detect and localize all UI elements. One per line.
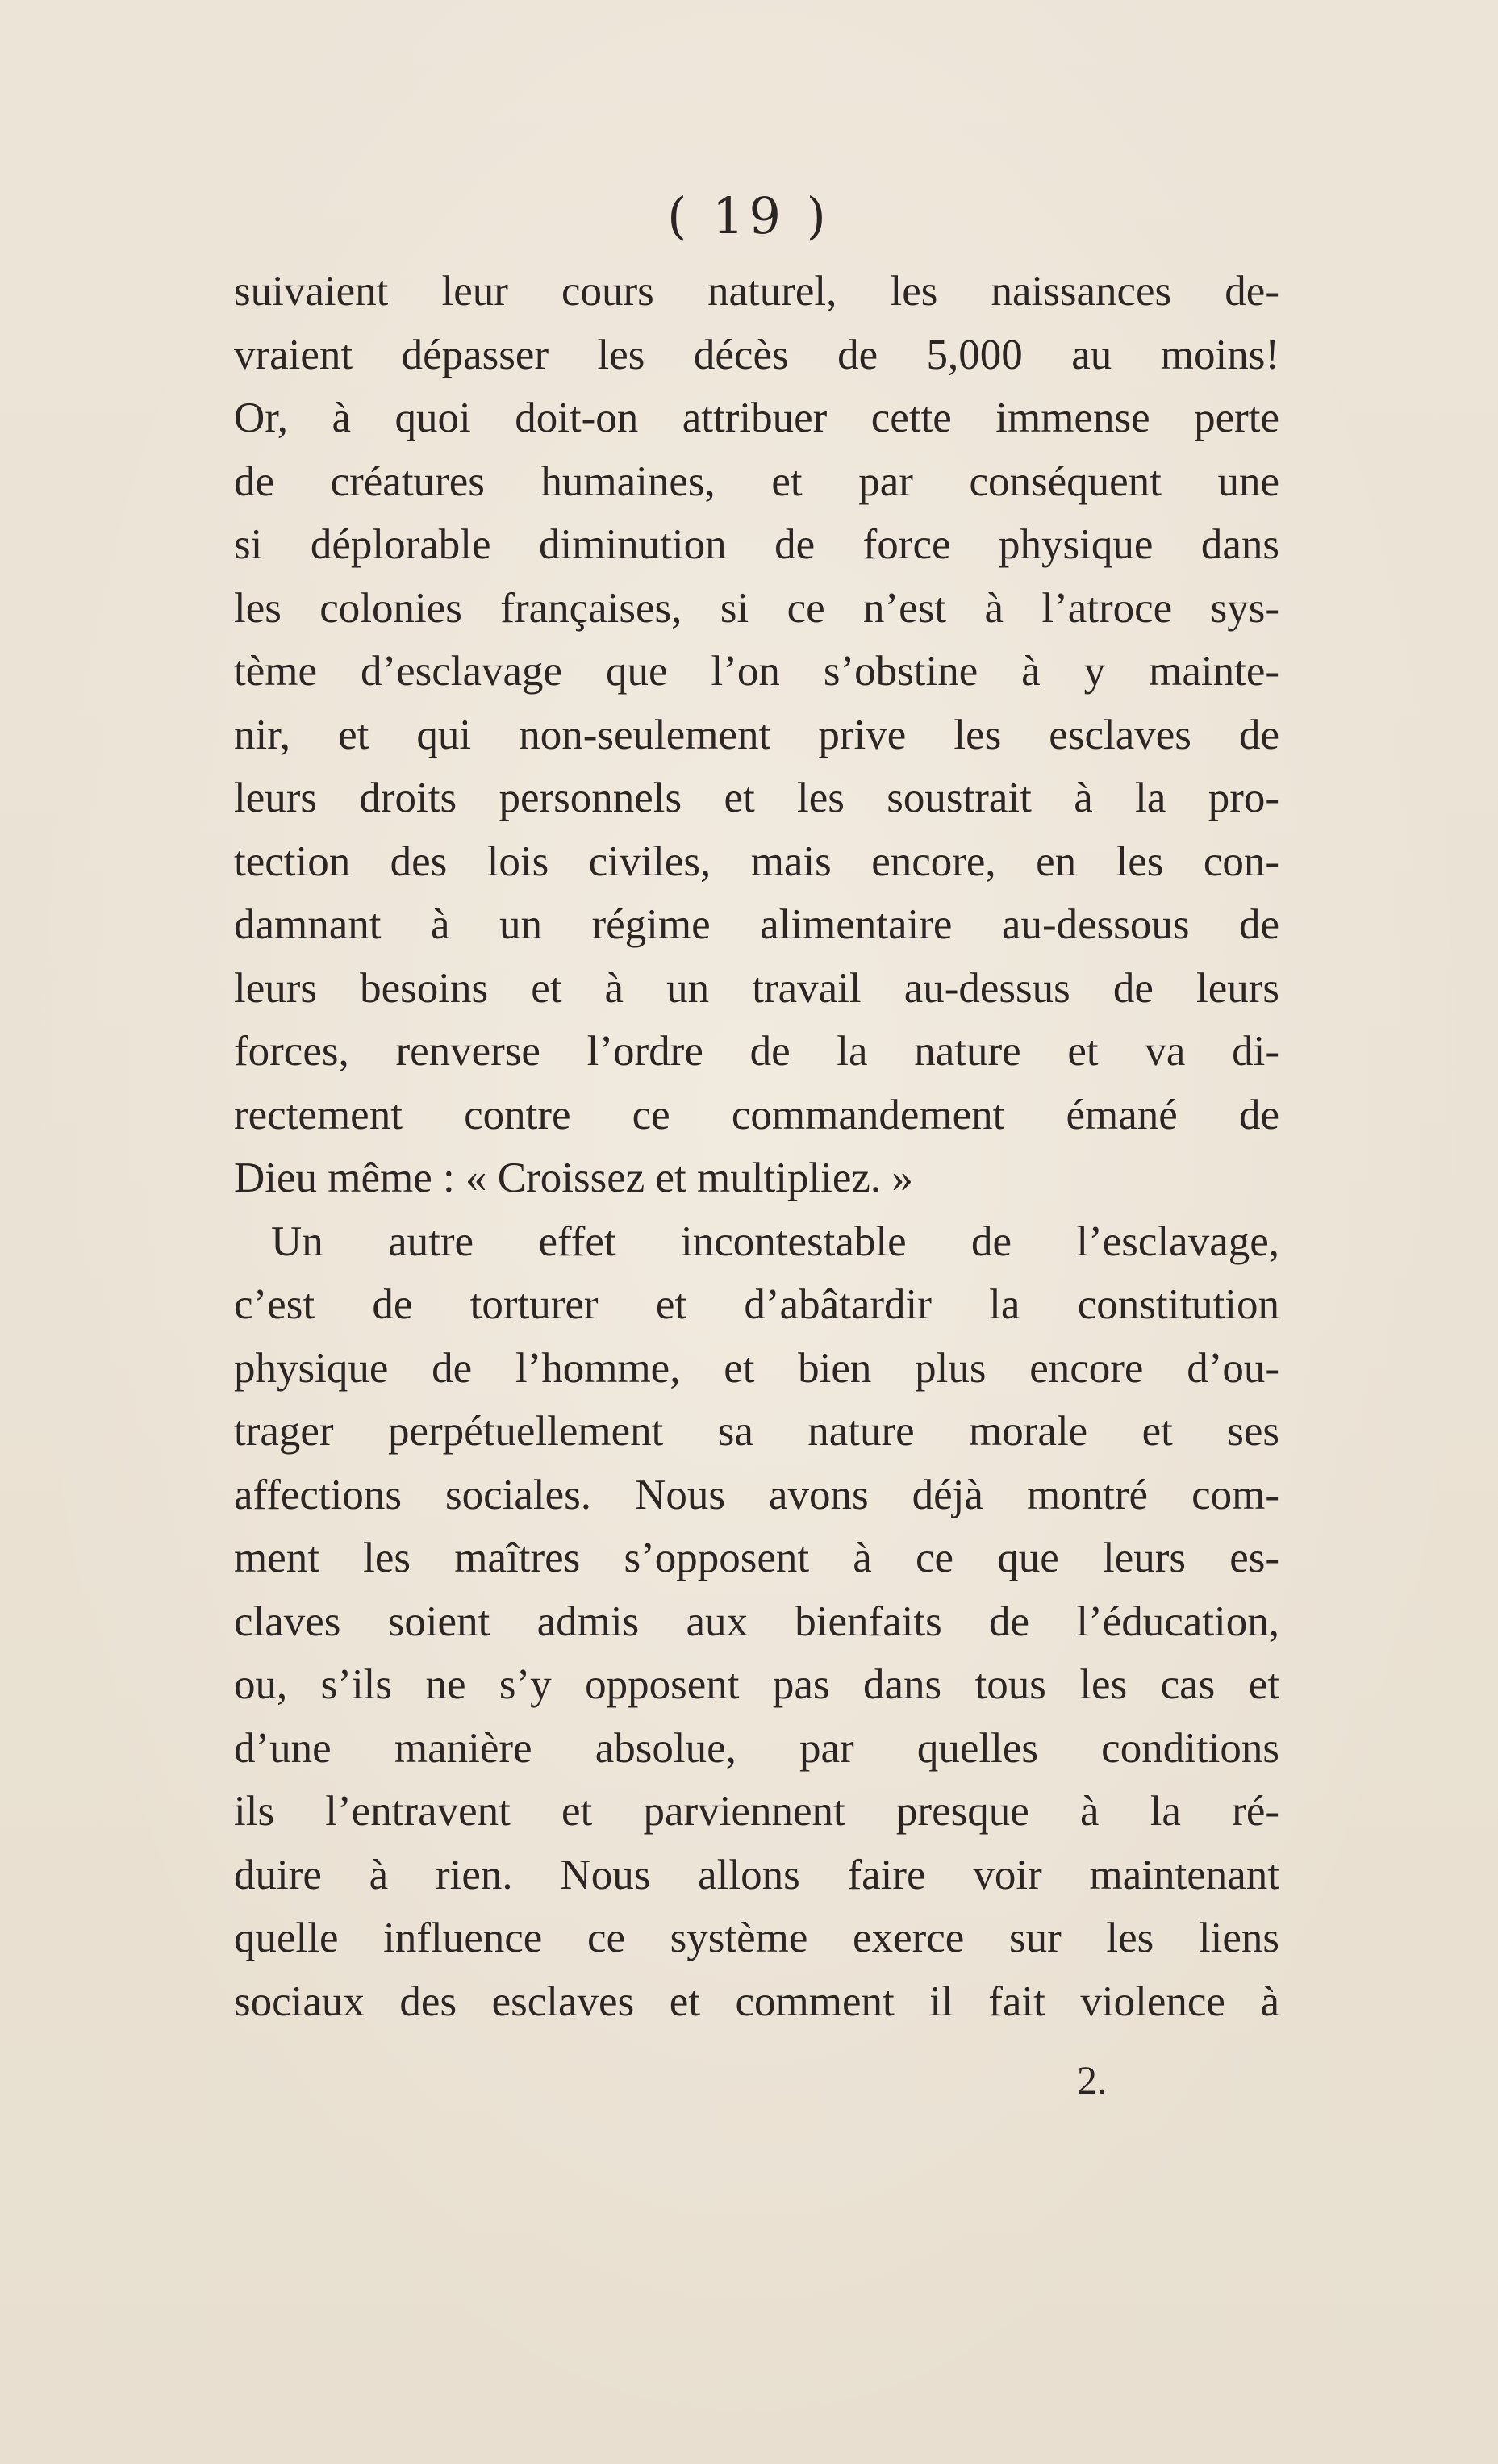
- text-line: damnant à un régime alimentaire au-dessous de: [234, 901, 1279, 948]
- text-line: d’une manière absolue, par quelles conditions: [234, 1724, 1279, 1772]
- text-line: ou, s’ils ne s’y opposent pas dans tous les cas et: [234, 1661, 1279, 1708]
- text-line: si déplorable diminution de force physique dans: [234, 521, 1279, 568]
- text-line: affections sociales. Nous avons déjà montré com-: [234, 1471, 1279, 1518]
- text-line-paragraph-start: Un autre effet incontestable de l’esclavage,: [271, 1217, 1279, 1265]
- text-line: tection des lois civiles, mais encore, en les con-: [234, 837, 1279, 885]
- text-line: tème d’esclavage que l’on s’obstine à y mainte-: [234, 648, 1279, 695]
- text-line: de créatures humaines, et par conséquent une: [234, 457, 1279, 505]
- text-line: suivaient leur cours naturel, les naissances de-: [234, 268, 1279, 315]
- text-line: physique de l’homme, et bien plus encore d’ou-: [234, 1344, 1279, 1392]
- signature-mark: 2.: [1077, 2057, 1108, 2103]
- text-line: forces, renverse l’ordre de la nature et va di-: [234, 1028, 1279, 1075]
- text-line: Or, à quoi doit-on attribuer cette immense perte: [234, 395, 1279, 441]
- text-line: les colonies françaises, si ce n’est à l’atroce sys-: [234, 584, 1279, 632]
- text-line: vraient dépasser les décès de 5,000 au moins!: [234, 331, 1279, 378]
- page-number: ( 19 ): [667, 186, 831, 245]
- text-line: duire à rien. Nous allons faire voir maintenant: [234, 1851, 1279, 1898]
- text-line: c’est de torturer et d’abâtardir la constitution: [234, 1281, 1279, 1328]
- text-line: claves soient admis aux bienfaits de l’éducation,: [234, 1597, 1279, 1645]
- text-line: ment les maîtres s’opposent à ce que leurs es-: [234, 1535, 1279, 1581]
- text-line: quelle influence ce système exerce sur les liens: [234, 1915, 1279, 1961]
- text-line: leurs besoins et à un travail au-dessus de leurs: [234, 964, 1279, 1012]
- text-line: trager perpétuellement sa nature morale et ses: [234, 1408, 1279, 1455]
- text-line: rectement contre ce commandement émané de: [234, 1091, 1279, 1138]
- body-text: [234, 260, 1279, 2033]
- text-line: leurs droits personnels et les soustrait à la pro-: [234, 775, 1279, 821]
- text-line: nir, et qui non-seulement prive les esclaves de: [234, 711, 1279, 758]
- text-line: ils l’entravent et parviennent presque à la ré-: [234, 1788, 1279, 1835]
- text-line-paragraph-end: Dieu même : « Croissez et multipliez. »: [234, 1155, 913, 1201]
- text-line: sociaux des esclaves et comment il fait violence à: [234, 1977, 1279, 2025]
